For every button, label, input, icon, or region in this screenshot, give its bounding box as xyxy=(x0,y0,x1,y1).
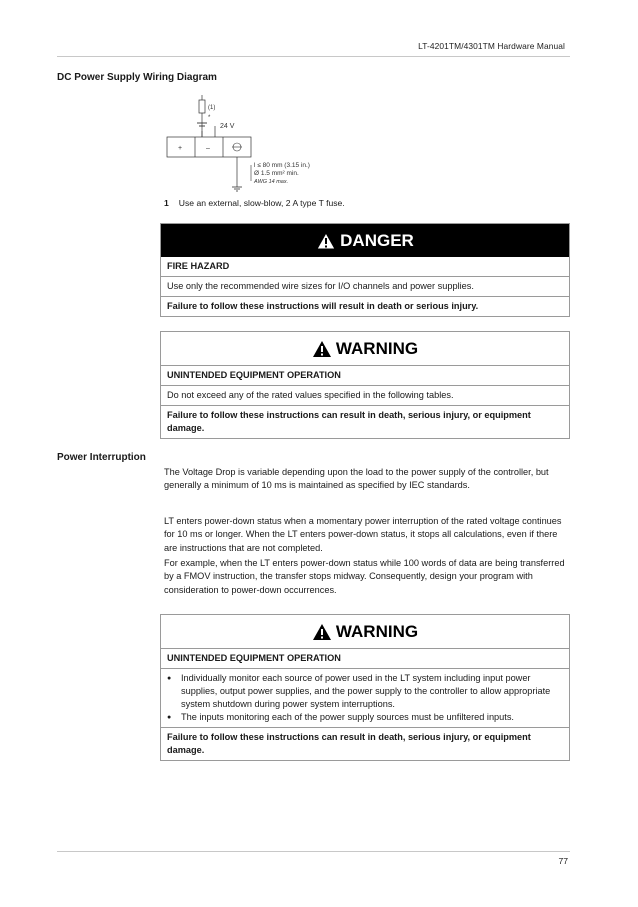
warning-header xyxy=(161,615,569,649)
warning-box-1 xyxy=(160,331,570,439)
danger-box xyxy=(160,223,570,317)
warning-body: Do not exceed any of the rated values specified in the following tables. xyxy=(161,386,569,406)
paragraph-power-down: LT enters power-down status when a momentary power interruption of the rated voltage continues for 10 ms or longer. When the LT enters power-down status, it stops all calculations, even if there are instructions that are not completed. xyxy=(164,516,562,553)
fuse-symbol xyxy=(199,100,205,113)
alert-triangle-icon xyxy=(312,623,332,641)
fuse-footnote xyxy=(164,198,345,208)
terminal-plus: + xyxy=(178,145,183,152)
danger-title: DANGER xyxy=(340,230,414,250)
header-rule xyxy=(57,56,570,57)
footnote-number: 1 xyxy=(164,198,169,208)
star-mark: * xyxy=(208,115,211,121)
wire-awg: AWG 14 max. xyxy=(254,179,289,185)
footnote-text: Use an external, slow-blow, 2 A type T fuse. xyxy=(178,198,345,208)
running-header: LT-4201TM/4301TM Hardware Manual xyxy=(418,41,565,51)
warning-bullets xyxy=(161,669,569,728)
warning-box-2 xyxy=(160,614,570,761)
danger-hazard: FIRE HAZARD xyxy=(161,257,569,277)
danger-header xyxy=(161,224,569,257)
warning-hazard: UNINTENDED EQUIPMENT OPERATION xyxy=(161,366,569,386)
warning-consequence: Failure to follow these instructions can result in death, serious injury, or equipment damage. xyxy=(167,410,531,433)
bullet-item: ● The inputs monitoring each of the power supply sources must be unfiltered inputs. xyxy=(167,711,563,724)
section-title-dc-wiring: DC Power Supply Wiring Diagram xyxy=(57,72,217,83)
section-title-power-interruption: Power Interruption xyxy=(57,452,146,463)
paragraph-voltage-drop: The Voltage Drop is variable depending upon the load to the power supply of the controller, but generally a minimum of 10 ms is maintained as specified by IEC standards. xyxy=(164,467,549,491)
warning-title: WARNING xyxy=(335,621,419,641)
fuse-label: (1) xyxy=(208,105,216,111)
voltage-label: 24 V xyxy=(220,123,235,130)
page-number: 77 xyxy=(558,856,568,866)
wire-length: l ≤ 80 mm (3.15 in.) xyxy=(254,162,310,169)
warning-consequence: Failure to follow these instructions can result in death, serious injury, or equipment damage. xyxy=(167,732,531,755)
bullet-item: ● Individually monitor each source of power used in the LT system including input power supplies, output power supplies, and the power supply to the controller to allow appropriate system shutdown during power system interruptions. xyxy=(167,672,563,711)
wire-diameter: Ø 1.5 mm² min. xyxy=(254,170,299,177)
wiring-diagram xyxy=(160,95,400,195)
warning-hazard: UNINTENDED EQUIPMENT OPERATION xyxy=(161,649,569,669)
terminal-minus: – xyxy=(206,145,210,152)
alert-triangle-icon xyxy=(316,232,336,250)
danger-body: Use only the recommended wire sizes for I/O channels and power supplies. xyxy=(161,277,569,297)
paragraph-example: For example, when the LT enters power-down status while 100 words of data are being transferred by a FMOV instruction, the transfer stops midway. Consequently, design your program with consideration to power-down occurrences. xyxy=(164,558,565,595)
alert-triangle-icon xyxy=(312,340,332,358)
danger-consequence: Failure to follow these instructions will result in death or serious injury. xyxy=(167,301,479,311)
warning-title: WARNING xyxy=(335,338,419,358)
warning-header xyxy=(161,332,569,366)
footer-rule xyxy=(57,851,570,852)
